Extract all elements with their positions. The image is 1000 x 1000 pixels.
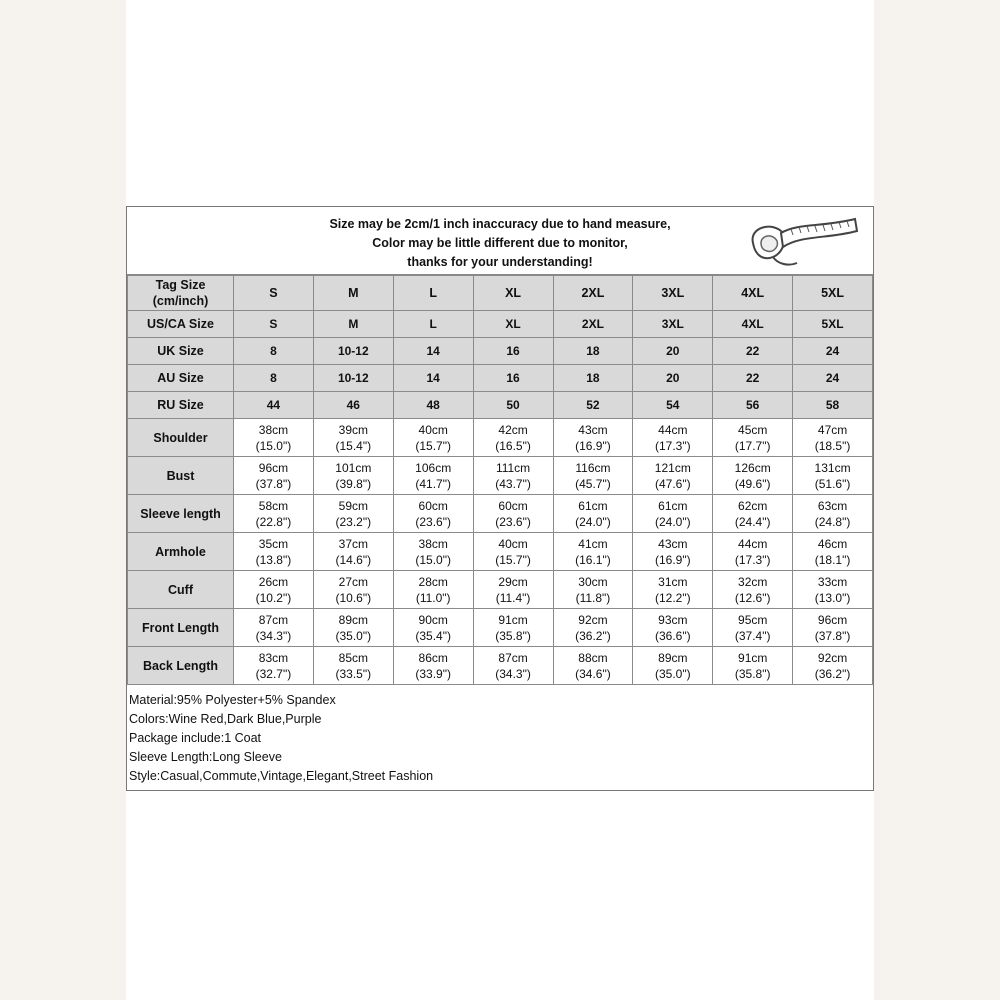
measurement-cm: 87cm <box>498 650 528 665</box>
measurement-cm: 40cm <box>418 422 448 437</box>
measurement-cell <box>553 571 633 609</box>
measurement-inch: (11.0") <box>415 590 451 605</box>
table-row <box>128 311 873 338</box>
row-label: Cuff <box>128 571 234 609</box>
measurement-inch: (34.3") <box>495 666 531 681</box>
size-cell: 4XL <box>713 276 793 311</box>
measurement-cm: 96cm <box>258 460 289 475</box>
measurement-inch: (16.1") <box>575 552 611 567</box>
size-cell: S <box>234 311 314 338</box>
table-row <box>128 571 873 609</box>
measurement-inch: (15.4") <box>335 438 372 453</box>
row-label: Sleeve length <box>128 495 234 533</box>
measurement-cell <box>393 533 473 571</box>
size-cell: 44 <box>234 392 314 419</box>
measurement-cm: 31cm <box>658 574 688 589</box>
measurement-inch: (35.0") <box>655 666 691 681</box>
measurement-inch: (13.0") <box>814 590 851 605</box>
measurement-inch: (10.6") <box>335 590 372 605</box>
size-cell: 24 <box>793 338 873 365</box>
measurement-cm: 83cm <box>258 650 289 665</box>
measurement-cell <box>553 647 633 685</box>
measurement-inch: (24.8") <box>814 514 851 529</box>
measurement-cell <box>793 495 873 533</box>
size-cell: 8 <box>234 338 314 365</box>
measurement-cm: 131cm <box>814 460 851 475</box>
measurement-cm: 111cm <box>495 460 531 475</box>
measurement-inch: (24.0") <box>655 514 691 529</box>
measurement-inch: (13.8") <box>255 552 292 567</box>
measurement-cm: 116cm <box>575 460 611 475</box>
measurement-inch: (23.6") <box>415 514 451 529</box>
measurement-cell <box>473 571 553 609</box>
size-cell: 8 <box>234 365 314 392</box>
measurement-inch: (16.9") <box>575 438 611 453</box>
measurement-inch: (36.6") <box>655 628 691 643</box>
table-row <box>128 495 873 533</box>
measurement-cm: 41cm <box>578 536 608 551</box>
row-label: UK Size <box>128 338 234 365</box>
measurement-cell <box>313 419 393 457</box>
size-cell: 54 <box>633 392 713 419</box>
measurement-cell <box>393 495 473 533</box>
measurement-cell <box>393 419 473 457</box>
row-label: Back Length <box>128 647 234 685</box>
measurement-cell <box>234 495 314 533</box>
size-cell: 2XL <box>553 276 633 311</box>
measurement-cm: 60cm <box>498 498 528 513</box>
measurement-cm: 32cm <box>738 574 768 589</box>
measurement-cm: 33cm <box>817 574 848 589</box>
measurement-cm: 61cm <box>658 498 688 513</box>
measurement-inch: (12.2") <box>655 590 691 605</box>
measurement-cm: 45cm <box>738 422 768 437</box>
measurement-cell <box>313 495 393 533</box>
measurement-cell <box>553 457 633 495</box>
measurement-cm: 43cm <box>658 536 688 551</box>
measurement-inch: (35.8") <box>495 628 531 643</box>
measurement-inch: (15.7") <box>415 438 451 453</box>
measurement-cell <box>713 571 793 609</box>
measurement-cell <box>793 647 873 685</box>
measurement-cell <box>473 533 553 571</box>
measurement-inch: (10.2") <box>255 590 292 605</box>
measurement-cell <box>633 419 713 457</box>
measurement-cell <box>393 609 473 647</box>
measurement-cell <box>313 609 393 647</box>
measurement-cell <box>633 609 713 647</box>
measurement-cm: 27cm <box>338 574 368 589</box>
measurement-cell <box>793 609 873 647</box>
measurement-cell <box>553 533 633 571</box>
measurement-cm: 126cm <box>734 460 771 475</box>
table-row <box>128 392 873 419</box>
measurement-cm: 60cm <box>418 498 448 513</box>
table-row <box>128 457 873 495</box>
size-cell: M <box>313 276 393 311</box>
measurement-inch: (35.0") <box>335 628 372 643</box>
measurement-cell <box>473 609 553 647</box>
spec-colors: Colors:Wine Red,Dark Blue,Purple <box>129 712 322 726</box>
measurement-cell <box>473 647 553 685</box>
measurement-inch: (35.4") <box>415 628 451 643</box>
size-cell: M <box>313 311 393 338</box>
measurement-cell <box>393 647 473 685</box>
measurement-cm: 44cm <box>738 536 768 551</box>
measurement-cm: 30cm <box>578 574 608 589</box>
measurement-cell <box>633 495 713 533</box>
measurement-cell <box>633 533 713 571</box>
measurement-inch: (11.8") <box>575 590 611 605</box>
size-cell: 18 <box>553 338 633 365</box>
measurement-cell <box>793 571 873 609</box>
measurement-inch: (37.8") <box>814 628 851 643</box>
measurement-inch: (22.8") <box>255 514 292 529</box>
measurement-cm: 58cm <box>258 498 289 513</box>
measurement-inch: (11.4") <box>495 590 531 605</box>
measurement-cm: 26cm <box>258 574 289 589</box>
measurement-cell <box>713 495 793 533</box>
measurement-inch: (17.3") <box>655 438 691 453</box>
measurement-inch: (47.6") <box>655 476 691 491</box>
size-cell: 56 <box>713 392 793 419</box>
measurement-cell <box>473 457 553 495</box>
measurement-inch: (18.1") <box>814 552 851 567</box>
size-cell: 3XL <box>633 276 713 311</box>
measurement-cm: 35cm <box>258 536 289 551</box>
measurement-inch: (18.5") <box>814 438 851 453</box>
size-cell: 24 <box>793 365 873 392</box>
measurement-cm: 85cm <box>338 650 368 665</box>
row-label: Front Length <box>128 609 234 647</box>
measurement-cm: 95cm <box>738 612 768 627</box>
measurement-cell <box>713 647 793 685</box>
measurement-inch: (37.8") <box>255 476 292 491</box>
measurement-cm: 89cm <box>658 650 688 665</box>
measurement-cm: 37cm <box>338 536 368 551</box>
size-cell: 14 <box>393 338 473 365</box>
measurement-cm: 106cm <box>415 460 452 475</box>
measurement-cm: 88cm <box>578 650 608 665</box>
measurement-cell <box>553 609 633 647</box>
measurement-cell <box>633 647 713 685</box>
size-cell: 5XL <box>793 311 873 338</box>
measurement-cm: 92cm <box>817 650 848 665</box>
measurement-inch: (36.2") <box>814 666 851 681</box>
row-label: Shoulder <box>128 419 234 457</box>
measurement-inch: (24.4") <box>734 514 771 529</box>
measurement-cm: 92cm <box>578 612 608 627</box>
measurement-cm: 42cm <box>498 422 528 437</box>
notice-line-1: Size may be 2cm/1 inch inaccuracy due to hand measure, <box>329 217 671 231</box>
row-label: Bust <box>128 457 234 495</box>
measurement-cell <box>793 533 873 571</box>
size-cell: 16 <box>473 338 553 365</box>
measurement-inch: (32.7") <box>255 666 292 681</box>
measurement-inch: (15.0") <box>415 552 451 567</box>
table-row <box>128 338 873 365</box>
size-cell: 20 <box>633 338 713 365</box>
measurement-inch: (34.3") <box>255 628 292 643</box>
measurement-inch: (33.5") <box>335 666 372 681</box>
measurement-cell <box>234 419 314 457</box>
measurement-cm: 91cm <box>498 612 528 627</box>
measurement-cell <box>313 647 393 685</box>
measurement-inch: (16.5") <box>495 438 531 453</box>
measurement-cell <box>313 457 393 495</box>
measurement-inch: (43.7") <box>495 476 531 491</box>
measurement-cell <box>393 571 473 609</box>
size-cell: 4XL <box>713 311 793 338</box>
measurement-inch: (23.6") <box>495 514 531 529</box>
measurement-cm: 96cm <box>817 612 848 627</box>
measurement-cm: 59cm <box>338 498 368 513</box>
measurement-cell <box>313 533 393 571</box>
measurement-inch: (36.2") <box>575 628 611 643</box>
spec-style: Style:Casual,Commute,Vintage,Elegant,Street Fashion <box>129 769 434 783</box>
size-cell: 14 <box>393 365 473 392</box>
measurement-cell <box>713 457 793 495</box>
measurement-cm: 86cm <box>418 650 448 665</box>
measurement-cm: 87cm <box>258 612 289 627</box>
measurement-inch: (14.6") <box>335 552 372 567</box>
measurement-cm: 90cm <box>418 612 448 627</box>
row-label-tag-size <box>128 276 234 311</box>
size-cell: XL <box>473 311 553 338</box>
measurement-inch: (15.0") <box>255 438 292 453</box>
measurement-cell <box>473 495 553 533</box>
measurement-cm: 44cm <box>658 422 688 437</box>
notice-line-3: thanks for your understanding! <box>407 255 593 269</box>
measurement-cm: 40cm <box>498 536 528 551</box>
size-cell: 50 <box>473 392 553 419</box>
measurement-cell <box>713 419 793 457</box>
measurement-inch: (34.6") <box>575 666 611 681</box>
size-cell: 52 <box>553 392 633 419</box>
measurement-cell <box>234 609 314 647</box>
measuring-tape-icon <box>743 213 861 271</box>
size-cell: 22 <box>713 338 793 365</box>
measurement-cell <box>234 457 314 495</box>
measurement-cell <box>553 495 633 533</box>
size-cell: 46 <box>313 392 393 419</box>
measurement-cm: 38cm <box>418 536 448 551</box>
measurement-cell <box>393 457 473 495</box>
tag-size-label: Tag Size <box>155 278 206 292</box>
measurement-inch: (39.8") <box>335 476 372 491</box>
measurement-cell <box>313 571 393 609</box>
product-specs <box>127 685 873 790</box>
measurement-cm: 121cm <box>654 460 691 475</box>
size-cell: 2XL <box>553 311 633 338</box>
size-cell: 10-12 <box>313 338 393 365</box>
measurement-inch: (45.7") <box>575 476 611 491</box>
size-cell: 48 <box>393 392 473 419</box>
measurement-cm: 62cm <box>738 498 768 513</box>
measurement-cell <box>793 457 873 495</box>
measurement-cm: 29cm <box>498 574 528 589</box>
measurement-cell <box>713 533 793 571</box>
size-cell: 5XL <box>793 276 873 311</box>
measurement-cell <box>633 457 713 495</box>
measurement-inch: (12.6") <box>734 590 771 605</box>
table-row <box>128 647 873 685</box>
measurement-inch: (16.9") <box>655 552 691 567</box>
size-cell: S <box>234 276 314 311</box>
spec-material: Material:95% Polyester+5% Spandex <box>129 693 336 707</box>
row-label: RU Size <box>128 392 234 419</box>
spec-sleeve-length: Sleeve Length:Long Sleeve <box>129 750 282 764</box>
measurement-cell <box>553 419 633 457</box>
measurement-cm: 39cm <box>338 422 368 437</box>
measurement-cell <box>234 647 314 685</box>
tag-size-unit: (cm/inch) <box>152 294 209 308</box>
measurement-cm: 46cm <box>817 536 848 551</box>
table-row <box>128 419 873 457</box>
size-cell: 22 <box>713 365 793 392</box>
measurement-cm: 101cm <box>335 460 372 475</box>
measurement-cell <box>793 419 873 457</box>
row-label: AU Size <box>128 365 234 392</box>
size-cell: 20 <box>633 365 713 392</box>
measurement-inch: (15.7") <box>495 552 531 567</box>
size-chart <box>126 206 874 791</box>
measurement-inch: (49.6") <box>734 476 771 491</box>
size-cell: 18 <box>553 365 633 392</box>
measurement-cm: 47cm <box>817 422 848 437</box>
size-cell: 10-12 <box>313 365 393 392</box>
measurement-cell <box>234 533 314 571</box>
measurement-inch: (24.0") <box>575 514 611 529</box>
size-cell: 58 <box>793 392 873 419</box>
measurement-inch: (35.8") <box>734 666 771 681</box>
measurement-inch: (33.9") <box>415 666 451 681</box>
size-cell: 3XL <box>633 311 713 338</box>
measurement-inch: (51.6") <box>814 476 851 491</box>
measurement-inch: (23.2") <box>335 514 372 529</box>
measurement-cm: 63cm <box>817 498 848 513</box>
size-cell: 16 <box>473 365 553 392</box>
spec-package: Package include:1 Coat <box>129 731 262 745</box>
table-row <box>128 533 873 571</box>
measurement-cm: 61cm <box>578 498 608 513</box>
size-cell: L <box>393 311 473 338</box>
table-row-tag-size <box>128 276 873 311</box>
measurement-cm: 89cm <box>338 612 368 627</box>
notice-line-2: Color may be little different due to monitor, <box>372 236 628 250</box>
measurement-cm: 93cm <box>658 612 688 627</box>
measurement-notice <box>127 207 873 275</box>
measurement-cm: 38cm <box>258 422 289 437</box>
table-row <box>128 365 873 392</box>
row-label: Armhole <box>128 533 234 571</box>
measurement-inch: (41.7") <box>415 476 451 491</box>
table-row <box>128 609 873 647</box>
size-cell: L <box>393 276 473 311</box>
measurement-cell <box>713 609 793 647</box>
measurement-inch: (17.7") <box>734 438 771 453</box>
measurement-cm: 43cm <box>578 422 608 437</box>
measurement-inch: (17.3") <box>734 552 771 567</box>
size-cell: XL <box>473 276 553 311</box>
measurement-cell <box>633 571 713 609</box>
row-label: US/CA Size <box>128 311 234 338</box>
size-table <box>127 275 873 685</box>
measurement-cell <box>473 419 553 457</box>
measurement-cell <box>234 571 314 609</box>
measurement-inch: (37.4") <box>734 628 771 643</box>
measurement-cm: 28cm <box>418 574 448 589</box>
measurement-cm: 91cm <box>738 650 768 665</box>
